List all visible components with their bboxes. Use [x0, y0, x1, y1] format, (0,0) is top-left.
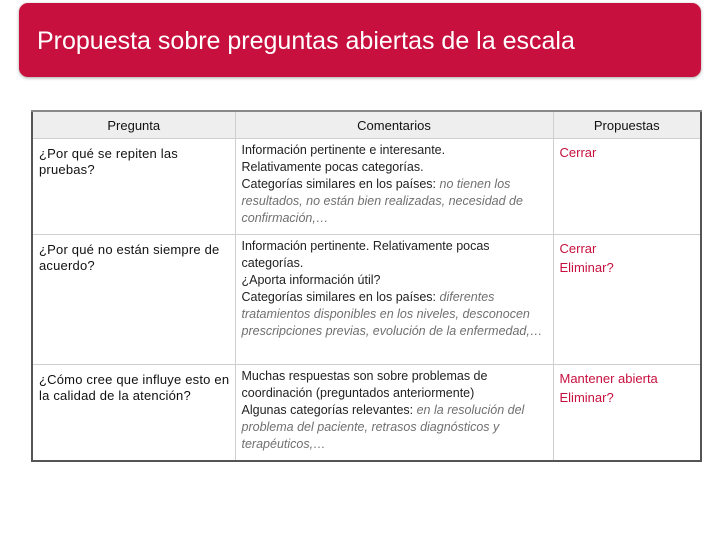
comments-cell	[235, 235, 553, 365]
header-comentarios: Comentarios	[235, 111, 553, 139]
slide-title: Propuesta sobre preguntas abiertas de la escala	[37, 27, 575, 55]
proposal-keep-open: Mantener abierta	[559, 371, 658, 386]
proposal-delete: Eliminar?	[559, 260, 614, 275]
comment-label: Categorías similares en los países:	[241, 177, 440, 191]
question-cell: ¿Por qué no están siempre de acuerdo?	[32, 235, 235, 365]
proposals-cell	[553, 235, 701, 365]
comments-cell	[235, 139, 553, 235]
proposal-close: Cerrar	[559, 145, 597, 160]
comments-cell	[235, 365, 553, 461]
comment-similar-categories	[242, 402, 548, 453]
comment-similar-categories	[242, 289, 548, 340]
proposals-cell	[553, 365, 701, 461]
comment-line: Información pertinente e interesante.	[241, 143, 446, 157]
comment-line: Relativamente pocas categorías.	[241, 160, 424, 174]
table-row	[32, 365, 701, 461]
proposal-delete: Eliminar?	[559, 390, 614, 405]
question-cell: ¿Por qué se repiten las pruebas?	[32, 139, 235, 235]
title-banner	[19, 3, 701, 77]
comment-label: Algunas categorías relevantes:	[241, 403, 417, 417]
table-row	[32, 139, 701, 235]
proposal-close: Cerrar	[559, 241, 597, 256]
header-pregunta: Pregunta	[32, 111, 235, 139]
comment-line: ¿Aporta información útil?	[241, 273, 381, 287]
comment-detail: en la resolución del problema del paciente, retrasos diagnósticos y terapéuticos,…	[241, 403, 525, 451]
comment-line: Muchas respuestas son sobre problemas de coordinación (preguntados anteriormente)	[241, 369, 488, 400]
table-header-row	[32, 111, 701, 139]
comment-detail: diferentes tratamientos disponibles en los niveles, desconocen prescripciones previas, evolución de la enfermedad,…	[241, 290, 543, 338]
table-row	[32, 235, 701, 365]
comment-detail: no tienen los resultados, no están bien realizadas, necesidad de confirmación,…	[241, 177, 523, 225]
header-propuestas: Propuestas	[553, 111, 701, 139]
comment-similar-categories	[242, 176, 548, 227]
comment-line: Información pertinente. Relativamente pocas categorías.	[241, 239, 490, 270]
proposal-table	[31, 110, 702, 462]
comment-label: Categorías similares en los países:	[241, 290, 440, 304]
proposals-cell	[553, 139, 701, 235]
question-cell: ¿Cómo cree que influye esto en la calidad de la atención?	[32, 365, 235, 461]
